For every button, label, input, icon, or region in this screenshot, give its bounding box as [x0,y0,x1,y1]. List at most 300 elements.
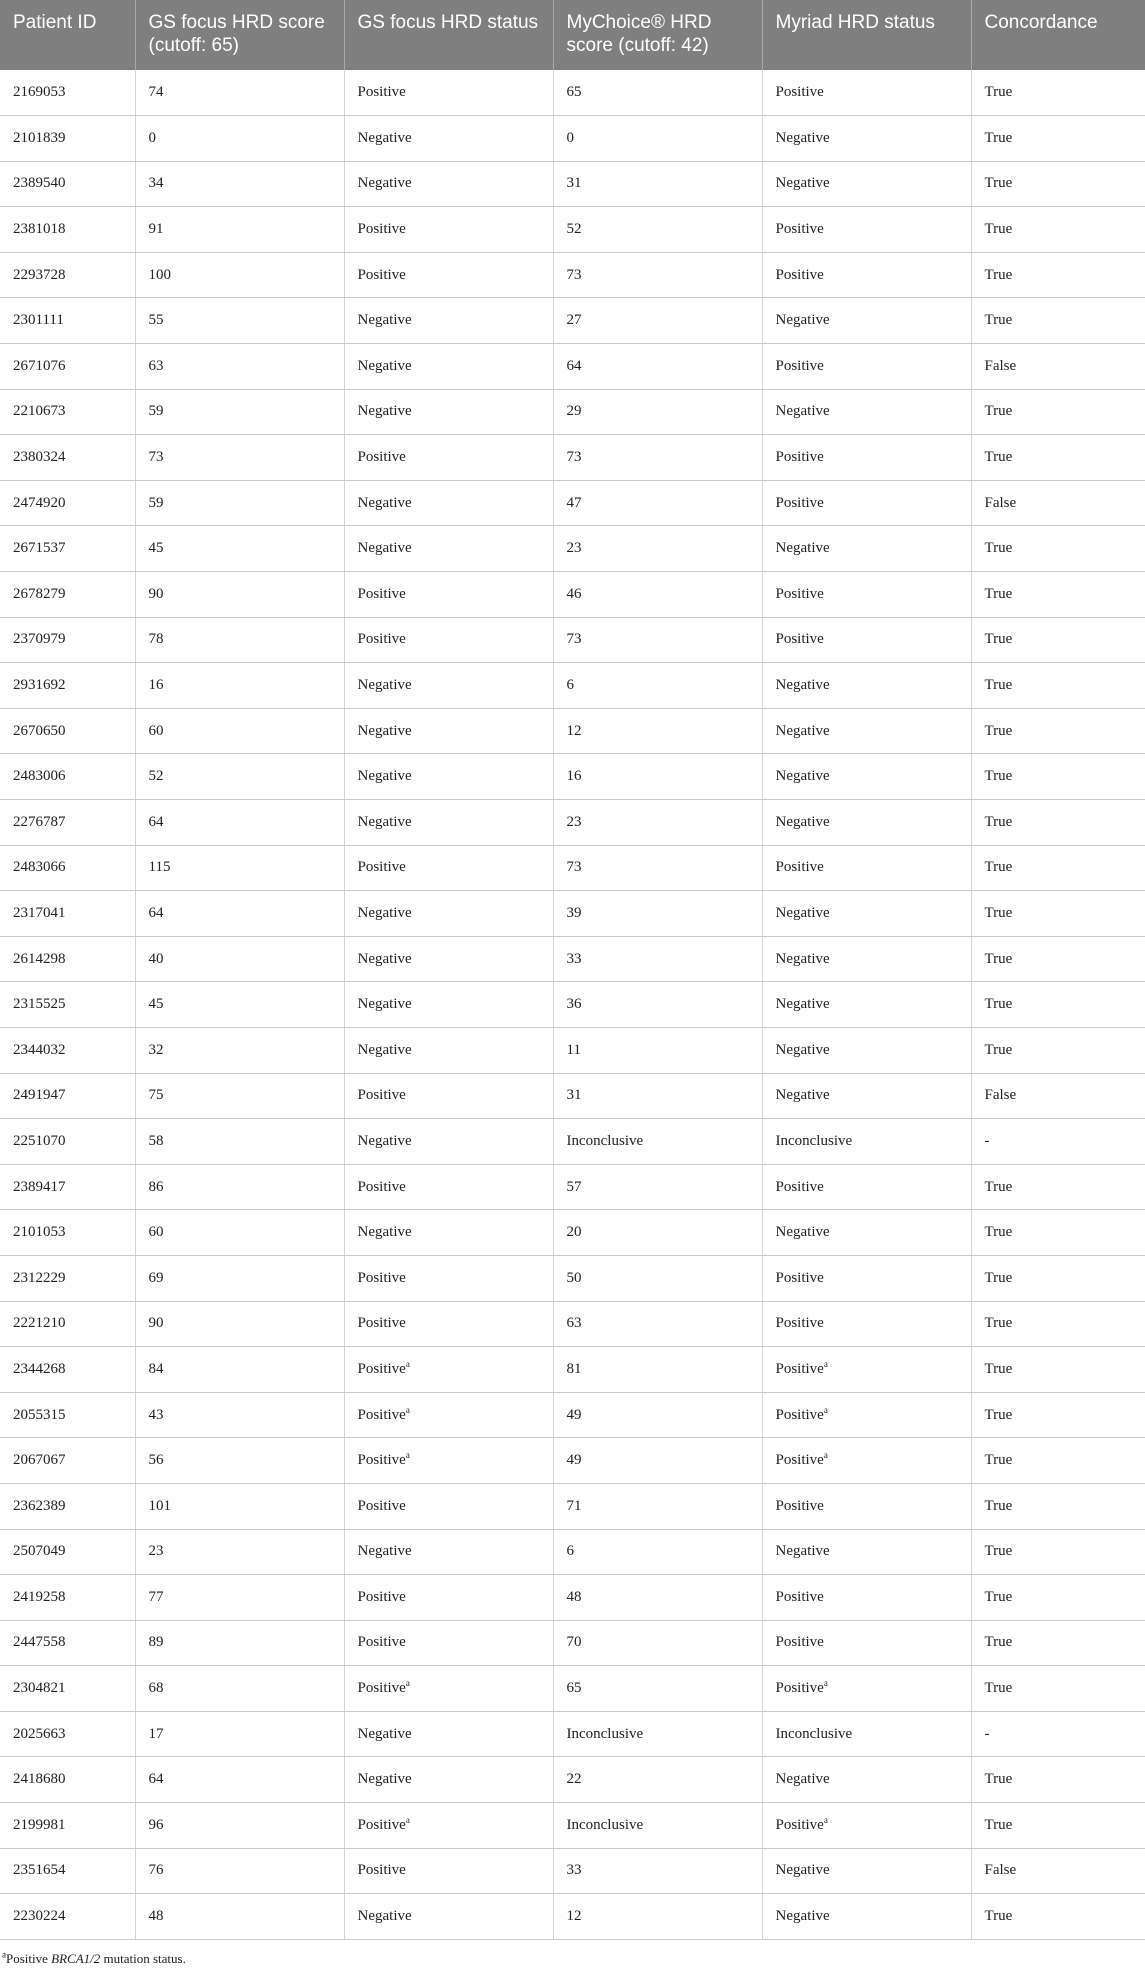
cell-patient-id [0,708,135,754]
cell-gs-focus-status-text: Negative [357,768,412,785]
cell-patient-id-text: 2419258 [13,1588,66,1605]
cell-concordance [971,572,1145,618]
cell-mychoice-score-text: 31 [566,1087,582,1104]
cell-gs-focus-score [135,1894,344,1940]
cell-mychoice-score-text: 36 [566,996,582,1013]
cell-gs-focus-status-text: Negative [357,996,412,1013]
cell-mychoice-score [553,754,762,800]
cell-mychoice-score-text: 63 [566,1315,582,1332]
cell-gs-focus-status [344,1848,553,1894]
cell-concordance [971,116,1145,162]
cell-gs-focus-score [135,116,344,162]
cell-mychoice-score-text: Inconclusive [566,1132,644,1149]
cell-mychoice-score-text: 52 [566,221,582,238]
cell-gs-focus-score [135,1757,344,1803]
cell-mychoice-score-text: 64 [566,357,582,374]
cell-gs-focus-status [344,1164,553,1210]
cell-gs-focus-status-text: Negative [357,312,412,329]
cell-patient-id [0,1575,135,1621]
cell-patient-id-text: 2251070 [13,1132,66,1149]
cell-gs-focus-score [135,1164,344,1210]
table-row [0,344,1145,390]
cell-concordance [971,1711,1145,1757]
cell-gs-focus-status [344,663,553,709]
table-row [0,1711,1145,1757]
cell-patient-id-text: 2055315 [13,1406,66,1423]
cell-concordance-text: True [984,1543,1013,1560]
table-row [0,708,1145,754]
cell-myriad-status [762,1848,971,1894]
cell-gs-focus-status-text: Negative [357,813,412,830]
cell-gs-focus-score [135,526,344,572]
cell-gs-focus-score-text: 45 [148,996,164,1013]
cell-myriad-status-text: Negative [775,1224,830,1241]
cell-mychoice-score-text: 12 [566,1908,582,1925]
cell-gs-focus-status [344,207,553,253]
cell-gs-focus-score-text: 63 [148,357,164,374]
cell-concordance [971,207,1145,253]
cell-concordance [971,1347,1145,1393]
cell-mychoice-score [553,1255,762,1301]
cell-patient-id-text: 2418680 [13,1771,66,1788]
cell-patient-id [0,389,135,435]
cell-mychoice-score-text: 71 [566,1497,582,1514]
cell-patient-id [0,754,135,800]
cell-patient-id [0,1073,135,1119]
cell-patient-id-text: 2614298 [13,950,66,967]
cell-gs-focus-status-text: Positive [357,1269,406,1286]
cell-gs-focus-status [344,435,553,481]
cell-patient-id [0,1438,135,1484]
cell-mychoice-score [553,708,762,754]
cell-myriad-status [762,663,971,709]
cell-gs-focus-score-text: 32 [148,1041,164,1058]
cell-gs-focus-status [344,344,553,390]
cell-gs-focus-status [344,800,553,846]
cell-myriad-status-text: Negative [775,1041,830,1058]
cell-mychoice-score [553,1119,762,1165]
cell-mychoice-score [553,1392,762,1438]
cell-patient-id [0,480,135,526]
cell-mychoice-score [553,617,762,663]
cell-concordance-text: True [984,904,1013,921]
cell-gs-focus-status-text: Negative [357,357,412,374]
table-row [0,1757,1145,1803]
cell-concordance-text: True [984,221,1013,238]
cell-gs-focus-status [344,1711,553,1757]
table-header [0,0,1145,70]
cell-myriad-status-text: Positive [775,1452,824,1469]
cell-gs-focus-score-text: 77 [148,1588,164,1605]
cell-concordance [971,1119,1145,1165]
cell-gs-focus-score-text: 48 [148,1908,164,1925]
cell-concordance [971,1757,1145,1803]
cell-mychoice-score-text: 33 [566,1862,582,1879]
cell-patient-id-text: 2067067 [13,1452,66,1469]
cell-mychoice-score-text: 57 [566,1178,582,1195]
cell-mychoice-score-text: 73 [566,859,582,876]
cell-gs-focus-score-text: 100 [148,266,171,283]
cell-concordance-text: True [984,585,1013,602]
cell-patient-id [0,800,135,846]
cell-myriad-status-text: Inconclusive [775,1725,853,1742]
cell-myriad-status [762,161,971,207]
cell-patient-id-text: 2304821 [13,1680,66,1697]
cell-gs-focus-score [135,1848,344,1894]
cell-concordance-text: False [984,357,1017,374]
cell-myriad-status [762,1894,971,1940]
cell-gs-focus-status [344,754,553,800]
cell-gs-focus-score [135,1666,344,1712]
footnote-marker: a [405,1358,410,1369]
cell-gs-focus-status-text: Negative [357,1224,412,1241]
cell-concordance [971,1301,1145,1347]
cell-gs-focus-score-text: 58 [148,1132,164,1149]
cell-concordance-text: True [984,1269,1013,1286]
cell-patient-id [0,1711,135,1757]
cell-mychoice-score [553,572,762,618]
cell-gs-focus-score [135,663,344,709]
cell-gs-focus-status [344,845,553,891]
cell-concordance-text: True [984,1041,1013,1058]
table-row [0,1073,1145,1119]
cell-patient-id-text: 2931692 [13,677,66,694]
cell-patient-id-text: 2483066 [13,859,66,876]
cell-mychoice-score [553,891,762,937]
cell-mychoice-score [553,936,762,982]
header-patient-id: Patient ID [0,0,135,70]
cell-gs-focus-score [135,845,344,891]
cell-patient-id [0,70,135,116]
cell-gs-focus-status-text: Negative [357,129,412,146]
cell-mychoice-score [553,800,762,846]
cell-patient-id-text: 2389417 [13,1178,66,1195]
cell-myriad-status [762,1119,971,1165]
cell-mychoice-score-text: 6 [566,1543,574,1560]
cell-concordance-text: True [984,813,1013,830]
cell-gs-focus-score [135,800,344,846]
cell-concordance [971,70,1145,116]
cell-gs-focus-status [344,1757,553,1803]
cell-mychoice-score-text: 73 [566,631,582,648]
cell-concordance [971,1210,1145,1256]
cell-gs-focus-status [344,891,553,937]
cell-gs-focus-score-text: 115 [148,859,171,876]
cell-myriad-status [762,1666,971,1712]
cell-gs-focus-status-text: Negative [357,403,412,420]
cell-mychoice-score [553,1620,762,1666]
cell-concordance-text: True [984,1497,1013,1514]
cell-myriad-status-text: Negative [775,1087,830,1104]
cell-mychoice-score-text: Inconclusive [566,1816,644,1833]
cell-gs-focus-status-text: Positive [357,631,406,648]
cell-patient-id [0,1483,135,1529]
cell-myriad-status [762,116,971,162]
cell-myriad-status-text: Positive [775,585,824,602]
cell-gs-focus-status-text: Negative [357,904,412,921]
cell-myriad-status-text: Negative [775,768,830,785]
table-row [0,480,1145,526]
cell-myriad-status-text: Positive [775,494,824,511]
cell-myriad-status-text: Negative [775,904,830,921]
cell-gs-focus-status-text: Negative [357,677,412,694]
header-gs-focus-status: GS focus HRD status [344,0,553,70]
cell-mychoice-score [553,1575,762,1621]
cell-mychoice-score-text: 81 [566,1360,582,1377]
cell-myriad-status [762,845,971,891]
cell-mychoice-score [553,1301,762,1347]
cell-concordance [971,891,1145,937]
cell-patient-id [0,572,135,618]
cell-concordance-text: True [984,84,1013,101]
cell-patient-id-text: 2221210 [13,1315,66,1332]
cell-mychoice-score-text: 70 [566,1634,582,1651]
cell-gs-focus-status [344,1073,553,1119]
cell-gs-focus-score-text: 86 [148,1178,164,1195]
cell-gs-focus-status [344,1620,553,1666]
cell-mychoice-score-text: 33 [566,950,582,967]
cell-gs-focus-status-text: Positive [357,1406,406,1423]
cell-myriad-status [762,480,971,526]
cell-myriad-status-text: Positive [775,1178,824,1195]
cell-concordance [971,344,1145,390]
cell-gs-focus-score [135,298,344,344]
cell-patient-id-text: 2101053 [13,1224,66,1241]
cell-concordance-text: True [984,1315,1013,1332]
table-row [0,663,1145,709]
cell-mychoice-score-text: 6 [566,677,574,694]
cell-mychoice-score [553,298,762,344]
cell-patient-id [0,344,135,390]
cell-patient-id-text: 2101839 [13,129,66,146]
cell-patient-id [0,1666,135,1712]
table-row [0,1347,1145,1393]
cell-concordance [971,1255,1145,1301]
cell-gs-focus-status-text: Positive [357,1680,406,1697]
cell-mychoice-score-text: 20 [566,1224,582,1241]
cell-mychoice-score [553,1757,762,1803]
cell-gs-focus-status [344,1803,553,1849]
cell-gs-focus-status [344,1347,553,1393]
cell-gs-focus-status-text: Positive [357,1497,406,1514]
cell-concordance-text: True [984,996,1013,1013]
cell-gs-focus-status-text: Negative [357,1725,412,1742]
cell-gs-focus-score-text: 56 [148,1452,164,1469]
cell-concordance [971,1848,1145,1894]
header-row [0,0,1145,70]
cell-gs-focus-status-text: Negative [357,722,412,739]
table-row [0,1119,1145,1165]
cell-patient-id-text: 2315525 [13,996,66,1013]
cell-myriad-status [762,526,971,572]
cell-mychoice-score-text: 23 [566,813,582,830]
cell-myriad-status-text: Positive [775,1634,824,1651]
cell-myriad-status [762,754,971,800]
cell-mychoice-score-text: 22 [566,1771,582,1788]
cell-concordance-text: True [984,950,1013,967]
cell-patient-id [0,161,135,207]
cell-mychoice-score-text: 31 [566,175,582,192]
cell-gs-focus-status [344,161,553,207]
cell-myriad-status [762,1575,971,1621]
cell-gs-focus-status [344,389,553,435]
cell-myriad-status [762,1620,971,1666]
cell-mychoice-score [553,1711,762,1757]
cell-gs-focus-score-text: 59 [148,494,164,511]
cell-myriad-status-text: Negative [775,1862,830,1879]
cell-patient-id-text: 2317041 [13,904,66,921]
cell-patient-id [0,1119,135,1165]
table-row [0,1392,1145,1438]
cell-patient-id [0,435,135,481]
cell-mychoice-score [553,1483,762,1529]
cell-gs-focus-score [135,1210,344,1256]
cell-concordance [971,754,1145,800]
cell-mychoice-score-text: 65 [566,84,582,101]
cell-concordance [971,1529,1145,1575]
cell-myriad-status [762,572,971,618]
cell-patient-id-text: 2312229 [13,1269,66,1286]
table-row [0,1848,1145,1894]
cell-gs-focus-score-text: 59 [148,403,164,420]
cell-patient-id-text: 2362389 [13,1497,66,1514]
table-row [0,1483,1145,1529]
cell-concordance-text: True [984,1178,1013,1195]
footnote-marker: a [823,1450,828,1461]
cell-myriad-status-text: Negative [775,129,830,146]
cell-patient-id-text: 2230224 [13,1908,66,1925]
cell-myriad-status [762,1301,971,1347]
cell-mychoice-score-text: 47 [566,494,582,511]
cell-patient-id [0,1620,135,1666]
cell-gs-focus-status [344,1255,553,1301]
cell-mychoice-score [553,1164,762,1210]
cell-concordance-text: True [984,1908,1013,1925]
cell-gs-focus-status-text: Negative [357,950,412,967]
cell-gs-focus-score [135,1392,344,1438]
cell-gs-focus-score [135,435,344,481]
cell-gs-focus-score-text: 84 [148,1360,164,1377]
cell-gs-focus-status [344,1392,553,1438]
cell-gs-focus-status [344,1894,553,1940]
cell-gs-focus-status [344,1210,553,1256]
cell-concordance [971,1894,1145,1940]
cell-gs-focus-status-text: Negative [357,1771,412,1788]
cell-gs-focus-score-text: 40 [148,950,164,967]
cell-gs-focus-score-text: 90 [148,1315,164,1332]
cell-gs-focus-status-text: Positive [357,221,406,238]
cell-myriad-status [762,389,971,435]
cell-gs-focus-status [344,708,553,754]
cell-gs-focus-score [135,617,344,663]
cell-gs-focus-status-text: Positive [357,1588,406,1605]
cell-concordance [971,845,1145,891]
cell-gs-focus-score-text: 96 [148,1816,164,1833]
cell-concordance-text: True [984,1816,1013,1833]
table-row [0,1255,1145,1301]
cell-mychoice-score [553,161,762,207]
cell-myriad-status-text: Positive [775,1406,824,1423]
cell-patient-id-text: 2301111 [13,312,64,329]
cell-patient-id [0,936,135,982]
cell-myriad-status-text: Positive [775,357,824,374]
cell-gs-focus-score [135,1438,344,1484]
footnote-marker: a [405,1678,410,1689]
cell-mychoice-score [553,435,762,481]
cell-gs-focus-score [135,982,344,1028]
cell-myriad-status-text: Negative [775,312,830,329]
cell-mychoice-score-text: 16 [566,768,582,785]
table-row [0,982,1145,1028]
cell-patient-id [0,617,135,663]
cell-gs-focus-status-text: Positive [357,449,406,466]
cell-gs-focus-score-text: 64 [148,1771,164,1788]
cell-concordance [971,1438,1145,1484]
table-row [0,572,1145,618]
cell-patient-id-text: 2210673 [13,403,66,420]
cell-patient-id [0,1529,135,1575]
cell-patient-id-text: 2169053 [13,84,66,101]
cell-concordance [971,1620,1145,1666]
cell-myriad-status-text: Negative [775,1771,830,1788]
footnote-marker: a [405,1814,410,1825]
cell-concordance-text: True [984,312,1013,329]
footnote-marker: a [405,1404,410,1415]
table-body [0,70,1145,1939]
cell-gs-focus-score [135,1255,344,1301]
table-row [0,1438,1145,1484]
cell-gs-focus-status-text: Positive [357,1816,406,1833]
cell-gs-focus-status-text: Positive [357,859,406,876]
table-row [0,1164,1145,1210]
cell-patient-id-text: 2370979 [13,631,66,648]
cell-concordance [971,1164,1145,1210]
cell-mychoice-score-text: 27 [566,312,582,329]
cell-myriad-status [762,982,971,1028]
cell-mychoice-score-text: 29 [566,403,582,420]
cell-gs-focus-status [344,70,553,116]
cell-myriad-status [762,1757,971,1803]
cell-gs-focus-score [135,1073,344,1119]
cell-gs-focus-status [344,572,553,618]
cell-concordance-text: True [984,631,1013,648]
cell-mychoice-score [553,1347,762,1393]
cell-patient-id [0,207,135,253]
cell-gs-focus-status [344,526,553,572]
cell-mychoice-score [553,845,762,891]
table-footnote [2,1951,186,1967]
cell-gs-focus-score [135,754,344,800]
cell-mychoice-score [553,480,762,526]
cell-gs-focus-status [344,1027,553,1073]
cell-myriad-status [762,1392,971,1438]
footnote-gene: BRCA1/2 [51,1951,101,1966]
cell-myriad-status [762,1210,971,1256]
table-row [0,1575,1145,1621]
cell-concordance [971,1666,1145,1712]
cell-patient-id [0,1210,135,1256]
cell-myriad-status-text: Positive [775,266,824,283]
cell-myriad-status [762,1711,971,1757]
cell-gs-focus-score [135,708,344,754]
table-row [0,891,1145,937]
cell-gs-focus-score-text: 60 [148,722,164,739]
cell-gs-focus-score-text: 52 [148,768,164,785]
cell-mychoice-score-text: Inconclusive [566,1725,644,1742]
cell-concordance-text: True [984,722,1013,739]
footnote-marker: a [405,1450,410,1461]
cell-concordance [971,252,1145,298]
